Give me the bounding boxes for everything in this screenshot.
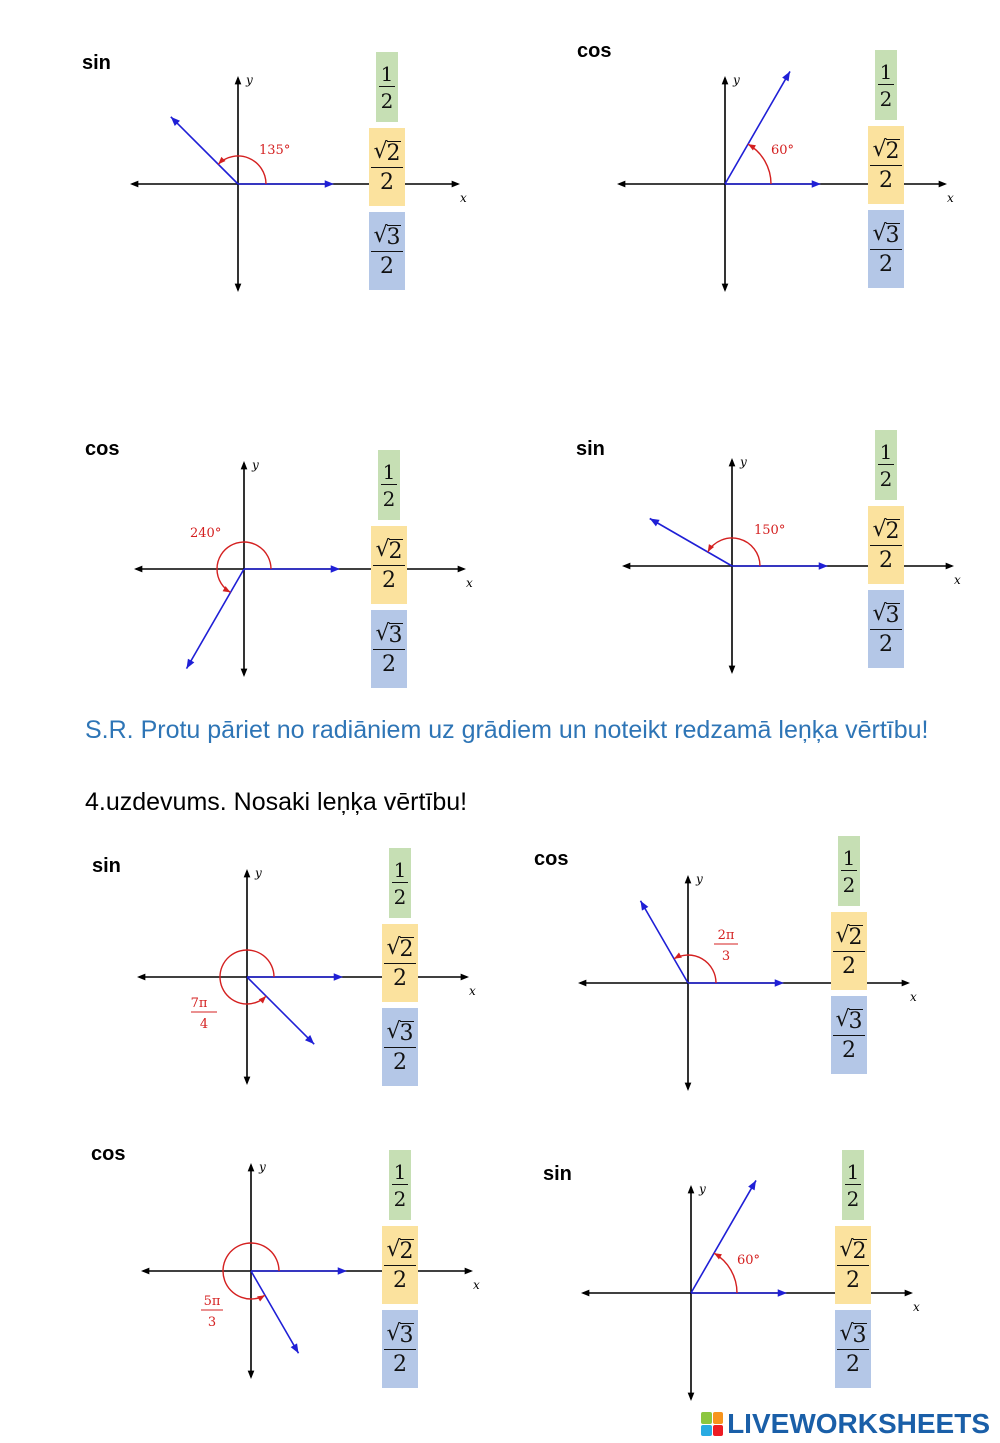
angle-label (714, 928, 738, 964)
problem-1-label: sin (82, 52, 111, 74)
answer-option-sqrt2[interactable]: √ 2 2 (382, 1226, 418, 1304)
angle-arc (218, 156, 266, 184)
options-6 (831, 836, 867, 1074)
options-2 (868, 50, 904, 288)
svg-text:5π: 5π (203, 1294, 221, 1309)
angle-arc (708, 538, 760, 566)
angle-label: 60° (771, 143, 795, 158)
axes (622, 455, 961, 674)
angle-label: 135° (259, 143, 291, 158)
liveworksheets-logo (701, 1409, 990, 1439)
angle-label: 60° (737, 1253, 761, 1268)
svg-text:3: 3 (207, 1315, 217, 1330)
x-axis-label: x (947, 191, 954, 205)
x-axis-label: x (954, 573, 961, 587)
answer-option-half[interactable]: $\frac{1}{2}$ (838, 836, 860, 906)
problem-2-label: cos (577, 40, 612, 62)
answer-option-sqrt3[interactable]: √ 3 2 (382, 1310, 418, 1388)
problem-8-label: sin (543, 1163, 572, 1185)
initial-side-vector (247, 973, 343, 980)
answer-option-sqrt2[interactable]: √ 2 2 (868, 506, 904, 584)
y-axis-label: y (259, 1160, 266, 1174)
answer-option-sqrt2[interactable]: √ 2 2 (831, 912, 867, 990)
sr-instruction: S.R. Protu pāriet no radiāniem uz grādiem un noteikt redzamā leņķa vērtību! (85, 716, 929, 744)
y-axis-label: y (733, 73, 740, 87)
terminal-side-vector (725, 71, 790, 184)
x-axis-label: x (466, 576, 473, 590)
answer-option-sqrt3[interactable]: √ 3 2 (868, 210, 904, 288)
y-axis-label: y (699, 1182, 706, 1196)
svg-text:2π: 2π (717, 928, 735, 943)
logo-text: LIVEWORKSHEETS (727, 1408, 990, 1439)
svg-text:4: 4 (199, 1017, 209, 1032)
terminal-side-vector (251, 1271, 299, 1353)
answer-option-sqrt3[interactable]: √ 3 2 (369, 212, 405, 290)
y-axis-label: y (696, 872, 703, 886)
terminal-side-vector (247, 977, 314, 1044)
angle-arc (714, 1253, 737, 1293)
answer-option-sqrt2[interactable]: √ 2 2 (371, 526, 407, 604)
answer-option-sqrt3[interactable]: √ 3 2 (835, 1310, 871, 1388)
problem-3-label: cos (85, 438, 120, 460)
angle-arc (748, 144, 771, 184)
logo-icon (701, 1412, 723, 1436)
answer-option-half[interactable]: $\frac{1}{2}$ (376, 52, 398, 122)
angle-label: 150° (754, 523, 786, 538)
x-axis-label: x (910, 990, 917, 1004)
terminal-side-vector (650, 519, 732, 567)
answer-option-sqrt2[interactable]: √ 2 2 (382, 924, 418, 1002)
initial-side-vector (688, 979, 784, 986)
y-axis-label: y (255, 866, 262, 880)
answer-option-half[interactable]: $\frac{1}{2}$ (378, 450, 400, 520)
initial-side-vector (238, 180, 334, 187)
problem-7-label: cos (91, 1143, 126, 1165)
y-axis-label: y (252, 458, 259, 472)
initial-side-vector (725, 180, 821, 187)
answer-option-half[interactable]: $\frac{1}{2}$ (842, 1150, 864, 1220)
options-5 (382, 848, 418, 1086)
angle-arc (674, 952, 716, 983)
terminal-side-vector (691, 1180, 756, 1293)
options-4 (868, 430, 904, 668)
svg-text:3: 3 (721, 949, 731, 964)
answer-option-half[interactable]: $\frac{1}{2}$ (389, 1150, 411, 1220)
problem-4-label: sin (576, 438, 605, 460)
terminal-side-vector (641, 901, 689, 983)
axes (141, 1160, 480, 1379)
initial-side-vector (244, 565, 340, 572)
x-axis-label: x (460, 191, 467, 205)
terminal-side-vector (171, 117, 238, 184)
answer-option-sqrt3[interactable]: √ 3 2 (831, 996, 867, 1074)
options-7 (382, 1150, 418, 1388)
initial-side-vector (251, 1267, 347, 1274)
x-axis-label: x (469, 984, 476, 998)
axes (134, 458, 473, 677)
answer-option-sqrt2[interactable]: √ 2 2 (369, 128, 405, 206)
angle-label (191, 996, 217, 1032)
answer-option-sqrt3[interactable]: √ 3 2 (382, 1008, 418, 1086)
problem-5-label: sin (92, 855, 121, 877)
options-3 (371, 450, 407, 688)
y-axis-label: y (246, 73, 253, 87)
options-8 (835, 1150, 871, 1388)
angle-label: 240° (190, 526, 222, 541)
svg-text:7π: 7π (190, 996, 208, 1011)
options-1 (369, 52, 405, 290)
answer-option-half[interactable]: $\frac{1}{2}$ (875, 430, 897, 500)
answer-option-sqrt3[interactable]: √ 3 2 (868, 590, 904, 668)
problem-6-label: cos (534, 848, 569, 870)
x-axis-label: x (913, 1300, 920, 1314)
terminal-side-vector (187, 569, 245, 669)
initial-side-vector (691, 1289, 787, 1296)
initial-side-vector (732, 562, 828, 569)
answer-option-sqrt3[interactable]: √ 3 2 (371, 610, 407, 688)
answer-option-half[interactable]: $\frac{1}{2}$ (389, 848, 411, 918)
answer-option-half[interactable]: $\frac{1}{2}$ (875, 50, 897, 120)
axes (130, 73, 467, 292)
x-axis-label: x (473, 1278, 480, 1292)
answer-option-sqrt2[interactable]: √ 2 2 (835, 1226, 871, 1304)
answer-option-sqrt2[interactable]: √ 2 2 (868, 126, 904, 204)
axes (137, 866, 476, 1085)
task-heading: 4.uzdevums. Nosaki leņķa vērtību! (85, 788, 468, 816)
y-axis-label: y (740, 455, 747, 469)
angle-label (201, 1294, 223, 1330)
